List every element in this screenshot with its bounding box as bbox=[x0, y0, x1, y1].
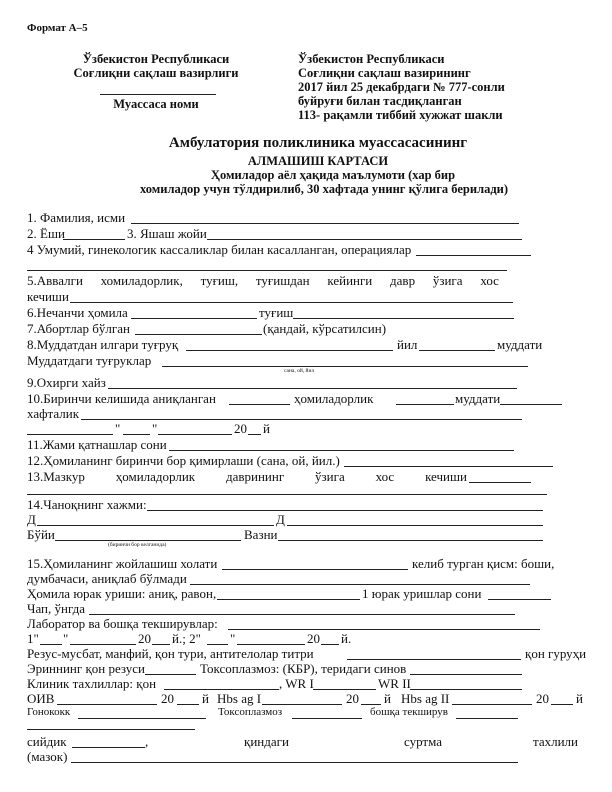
field-preterm-birth[interactable] bbox=[186, 350, 393, 351]
label-preterm-term: муддати bbox=[497, 337, 543, 352]
label-vaginal: қиндаги bbox=[244, 734, 289, 749]
field-hbsag2[interactable] bbox=[452, 704, 532, 705]
label-first-movement: 12.Ҳомиланинг биринчи бор қимирлаши (сана, ой, йил.) bbox=[27, 453, 340, 468]
label-blood-group: қон гуруҳи bbox=[525, 646, 587, 661]
document-subtitle: АЛМАШИШ КАРТАСИ bbox=[247, 154, 389, 168]
field-hiv[interactable] bbox=[57, 704, 157, 705]
field-date-day[interactable] bbox=[123, 434, 150, 435]
label-pregnancy-number: 6.Нечанчи ҳомила bbox=[27, 305, 128, 320]
label-hiv: ОИВ bbox=[27, 691, 55, 706]
label-urine-comma: , bbox=[145, 734, 149, 749]
field-hbsag1[interactable] bbox=[262, 704, 342, 705]
label-current-course-w0: 13.Мазкур bbox=[27, 469, 85, 484]
date-year-suffix: й bbox=[263, 421, 270, 436]
label-pelvis-d1: Д bbox=[27, 512, 36, 527]
label-left-right: Чап, ўнгда bbox=[27, 601, 86, 616]
label-previous-pregnancies-w1: хомиладорлик, bbox=[100, 273, 183, 288]
date1-quote-close: " bbox=[63, 631, 69, 646]
header-right-republic: Ўзбекистон Республикаси bbox=[298, 52, 445, 66]
field-pelvis-size[interactable] bbox=[147, 510, 543, 511]
label-hbsag1-year: 20 bbox=[346, 691, 359, 706]
label-last-menstruation: 9.Охирги хайз bbox=[27, 375, 106, 390]
field-term[interactable] bbox=[500, 404, 562, 405]
label-pelvis-d2: Д bbox=[276, 512, 285, 527]
caption-date-month-year: сана, ой, йил bbox=[284, 368, 315, 374]
field-pregnancy-number[interactable] bbox=[131, 318, 257, 319]
date2-year-suffix: й. bbox=[341, 631, 352, 646]
label-current-course-w4: хос bbox=[375, 469, 395, 484]
field-left-right[interactable] bbox=[89, 614, 515, 615]
label-previous-pregnancies-w6: ўзига bbox=[432, 273, 463, 288]
field-toxoplasmosis-test[interactable] bbox=[410, 674, 522, 675]
label-height: Бўйи bbox=[27, 527, 55, 542]
field-date-pre[interactable] bbox=[27, 434, 113, 435]
field-date2-month[interactable] bbox=[237, 644, 305, 645]
field-first-movement[interactable] bbox=[344, 466, 553, 467]
label-term-births: Муддатдаги туғруклар bbox=[27, 353, 152, 368]
label-abortions-hint: (қандай, кўрсатилсин) bbox=[263, 321, 387, 336]
field-course[interactable] bbox=[70, 302, 513, 303]
caption-first-visit: (биринчи бор келганида) bbox=[108, 542, 167, 548]
field-current-course-cont[interactable] bbox=[27, 494, 547, 495]
field-pelvis-d1[interactable] bbox=[37, 525, 274, 526]
label-previous-pregnancies-w4: кейинги bbox=[327, 273, 373, 288]
label-heartbeat-rate: 1 юрак уришлар сони bbox=[362, 586, 482, 601]
field-wr2[interactable] bbox=[410, 689, 522, 690]
label-urine: сийдик bbox=[27, 734, 67, 749]
field-hbsag1-year[interactable] bbox=[361, 704, 381, 705]
date1-quote-open: 1" bbox=[27, 631, 39, 646]
date2-year-prefix: 20 bbox=[307, 631, 320, 646]
field-toxoplasmosis[interactable] bbox=[292, 718, 362, 719]
label-current-course-w2: даврининг bbox=[225, 469, 285, 484]
label-hbsag2-year: 20 bbox=[536, 691, 549, 706]
label-term: муддати bbox=[455, 391, 501, 406]
institution-name-caption: Муассаса номи bbox=[113, 97, 199, 111]
field-other-test-cont[interactable] bbox=[27, 729, 195, 730]
label-address: 3. Яшаш жойи bbox=[127, 226, 207, 241]
field-rh-factor[interactable] bbox=[347, 659, 521, 660]
label-birth-number: туғиш bbox=[259, 305, 294, 320]
label-total-visits: 11.Жами қатнашлар сони bbox=[27, 437, 167, 452]
field-first-visit[interactable] bbox=[229, 404, 290, 405]
field-date-month[interactable] bbox=[158, 434, 232, 435]
field-total-visits[interactable] bbox=[169, 450, 514, 451]
field-heartbeat-rate[interactable] bbox=[488, 599, 551, 600]
date-quote-close: " bbox=[152, 421, 158, 436]
label-course: кечиши bbox=[27, 289, 69, 304]
label-smear: суртма bbox=[404, 734, 443, 749]
header-left-ministry: Соғлиқни сақлаш вазирлиги bbox=[73, 66, 239, 80]
label-wr1: , WR I bbox=[279, 676, 314, 691]
field-gonococcus[interactable] bbox=[78, 718, 206, 719]
date-year-prefix: 20 bbox=[234, 421, 247, 436]
label-previous-pregnancies-w2: туғиш, bbox=[200, 273, 239, 288]
field-height[interactable] bbox=[55, 540, 241, 541]
date1-year-prefix: 20 bbox=[138, 631, 151, 646]
label-hiv-y: й bbox=[202, 691, 209, 706]
label-fetal-heartbeat: Ҳомила юрак уриши: аниқ, равон, bbox=[27, 586, 217, 601]
label-current-course-w5: кечиши bbox=[425, 469, 467, 484]
label-previous-pregnancies-w0: 5.Аввалги bbox=[27, 273, 83, 288]
field-abortions[interactable] bbox=[135, 334, 262, 335]
label-previous-pregnancies bbox=[27, 273, 499, 289]
field-weight[interactable] bbox=[278, 540, 543, 541]
document-description-1: Ҳомиладор аёл ҳақида маълумоти (хар бир bbox=[210, 168, 456, 182]
format-label: Формат А–5 bbox=[27, 22, 88, 34]
date2-quote-open: й.; 2" bbox=[172, 631, 201, 646]
field-surname[interactable] bbox=[131, 223, 519, 224]
field-age[interactable] bbox=[63, 239, 125, 240]
label-weight: Вазни bbox=[244, 527, 278, 542]
field-pregnancy-term[interactable] bbox=[396, 404, 454, 405]
label-hbsag1-y: й bbox=[384, 691, 391, 706]
label-current-course-w1: ҳомиладорлик bbox=[115, 469, 196, 484]
field-presenting-part[interactable] bbox=[190, 584, 530, 585]
field-husband-rh[interactable] bbox=[145, 674, 196, 675]
label-wr2: WR II bbox=[378, 676, 411, 691]
field-date1-year[interactable] bbox=[152, 644, 170, 645]
field-pelvis-d2[interactable] bbox=[287, 525, 543, 526]
label-diseases: 4 Умумий, гинекологик кассаликлар билан касалланган, операциялар bbox=[27, 242, 412, 257]
label-first-visit: 10.Биринчи келишида аниқланган bbox=[27, 391, 216, 406]
field-wr1[interactable] bbox=[313, 689, 376, 690]
field-term-births[interactable] bbox=[162, 366, 528, 367]
field-date2-day[interactable] bbox=[207, 644, 228, 645]
field-hbsag2-year[interactable] bbox=[551, 704, 573, 705]
document-description-2: хомиладор учун тўлдирилиб, 30 хафтада унинг қўлига берилади) bbox=[139, 182, 509, 196]
field-preterm-year[interactable] bbox=[419, 350, 495, 351]
label-lab-tests: Лаборатор ва бошқа текширувлар: bbox=[27, 616, 218, 631]
field-hiv-year[interactable] bbox=[177, 704, 199, 705]
label-current-course-w3: ўзига bbox=[315, 469, 345, 484]
date-quote-open: " bbox=[115, 421, 121, 436]
field-fetal-position[interactable] bbox=[222, 569, 408, 570]
field-smear[interactable] bbox=[71, 762, 518, 763]
label-hbsag2-y: й bbox=[576, 691, 583, 706]
field-urine[interactable] bbox=[72, 747, 145, 748]
label-analysis: тахлили bbox=[533, 734, 578, 749]
field-other-test[interactable] bbox=[456, 718, 518, 719]
label-preterm-birth: 8.Муддатдан илгари туғруқ bbox=[27, 337, 179, 352]
label-preterm-year: йил bbox=[397, 337, 418, 352]
field-date-year[interactable] bbox=[248, 434, 261, 435]
field-diseases-cont[interactable] bbox=[27, 270, 507, 271]
header-right-ministry: Соғлиқни сақлаш вазирининг bbox=[298, 66, 471, 80]
field-address[interactable] bbox=[207, 239, 522, 240]
field-date1-month[interactable] bbox=[70, 644, 136, 645]
document-title: Амбулатория поликлиника муассасасининг bbox=[168, 135, 468, 151]
header-right-form-number: 113- рақамли тиббий хужжат шакли bbox=[298, 108, 503, 122]
label-previous-pregnancies-w5: давр bbox=[390, 273, 416, 288]
label-pelvis-size: 14.Чаноқнинг хажми: bbox=[27, 497, 147, 512]
institution-name-line bbox=[100, 94, 216, 95]
field-lab-tests[interactable] bbox=[228, 629, 540, 630]
label-toxoplasmosis: Токсоплазмоз bbox=[218, 706, 283, 718]
label-husband-rh: Эриннинг қон резуси bbox=[27, 661, 145, 676]
label-smear-cont: (мазок) bbox=[27, 749, 68, 764]
header-right-approved: буйруғи билан тасдиқланган bbox=[298, 94, 462, 108]
label-clinical-blood: Клиник тахлиллар: қон bbox=[27, 676, 157, 691]
field-date2-year[interactable] bbox=[321, 644, 339, 645]
label-weeks: хафталик bbox=[27, 406, 80, 421]
field-last-menstruation[interactable] bbox=[108, 388, 517, 389]
date2-quote-close: " bbox=[230, 631, 236, 646]
label-hbsag2: Hbs ag II bbox=[401, 691, 450, 706]
label-age: 2. Ёши bbox=[27, 226, 65, 241]
label-toxoplasmosis-test: Токсоплазмоз: (КБР), теридаги синов bbox=[200, 661, 407, 676]
label-hiv-year: 20 bbox=[161, 691, 174, 706]
label-hbsag1: Hbs ag I bbox=[217, 691, 262, 706]
field-clinical-blood[interactable] bbox=[164, 689, 279, 690]
label-previous-pregnancies-w3: туғишдан bbox=[255, 273, 310, 288]
header-left-republic: Ўзбекистон Республикаси bbox=[82, 52, 230, 66]
field-date1-day[interactable] bbox=[40, 644, 62, 645]
label-pregnancy-term: ҳомиладорлик bbox=[294, 391, 374, 406]
label-fetal-position: 15.Ҳомиланинг жойлашиш холати bbox=[27, 556, 218, 571]
label-previous-pregnancies-w7: хос bbox=[480, 273, 499, 288]
header-right-order-date: 2017 йил 25 декабрдаги № 777-сонли bbox=[298, 80, 505, 94]
label-surname: 1. Фамилия, исми bbox=[27, 210, 126, 225]
field-diseases[interactable] bbox=[416, 255, 531, 256]
label-abortions: 7.Абортлар бўлган bbox=[27, 321, 130, 336]
label-presenting-part-cont: думбачаси, аниқлаб бўлмади bbox=[27, 571, 187, 586]
field-weeks[interactable] bbox=[81, 419, 522, 420]
label-rh-factor: Резус-мусбат, манфий, қон тури, антителолар титри bbox=[27, 646, 314, 661]
label-current-course bbox=[27, 469, 467, 485]
field-birth-number[interactable] bbox=[293, 318, 514, 319]
label-other-test: бошқа текширув bbox=[370, 706, 448, 718]
label-presenting-part: келиб турган қисм: боши, bbox=[412, 556, 555, 571]
field-current-course[interactable] bbox=[469, 482, 531, 483]
field-fetal-heartbeat[interactable] bbox=[217, 599, 360, 600]
label-gonococcus: Гонококк bbox=[27, 706, 71, 718]
